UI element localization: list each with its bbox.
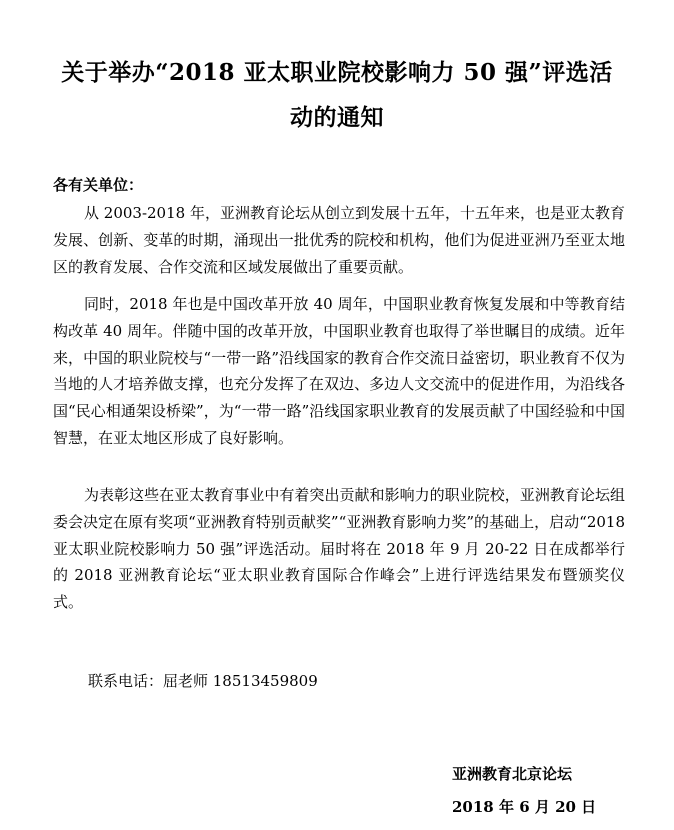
salutation: 各有关单位： <box>53 176 144 194</box>
paragraph-2: 同时，2018 年也是中国改革开放 40 周年，中国职业教育恢复发展和中等教育结构改革 40 周年。伴随中国的改革开放，中国职业教育也取得了举世瞩目的成绩。近年来，中国的职业院校与“一带一路”沿线国家的教育合作交流日益密切，职业教育不仅为当地的人才培养做支撑，也充分发挥了在双边、多边人文交流中的促进作用，为沿线各国“民心相通架设桥梁”，为“一带一路”沿线国家职业教育的发展贡献了中国经验和中国智慧，在亚太地区形成了良好影响。 <box>53 295 625 447</box>
paragraph-1: 从 2003-2018 年，亚洲教育论坛从创立到发展十五年，十五年来，也是亚太教育发展、创新、变革的时期，涌现出一批优秀的院校和机构，他们为促进亚洲乃至亚太地区的教育发展、合作交流和区域发展做出了重要贡献。 <box>53 204 625 276</box>
paragraph-3: 为表彰这些在亚太教育事业中有着突出贡献和影响力的职业院校，亚洲教育论坛组委会决定在原有奖项“亚洲教育特别贡献奖”“亚洲教育影响力奖”的基础上，启动“2018 亚太职业院校影响力 50 强”评选活动。届时将在 2018 年 9 月 20-22 日在成都举行的 2018 亚洲教育论坛“亚太职业教育国际合作峰会”上进行评选结果发布暨颁奖仪式。 <box>53 486 625 612</box>
document-title-line-1: 关于举办“2018 亚太职业院校影响力 50 强”评选活 <box>61 59 613 86</box>
document-title-line-2: 动的通知 <box>290 104 384 131</box>
contact-phone: 联系电话：屈老师 18513459809 <box>88 672 318 690</box>
signature-date: 2018 年 6 月 20 日 <box>452 798 597 816</box>
signature-organization: 亚洲教育北京论坛 <box>452 765 573 783</box>
